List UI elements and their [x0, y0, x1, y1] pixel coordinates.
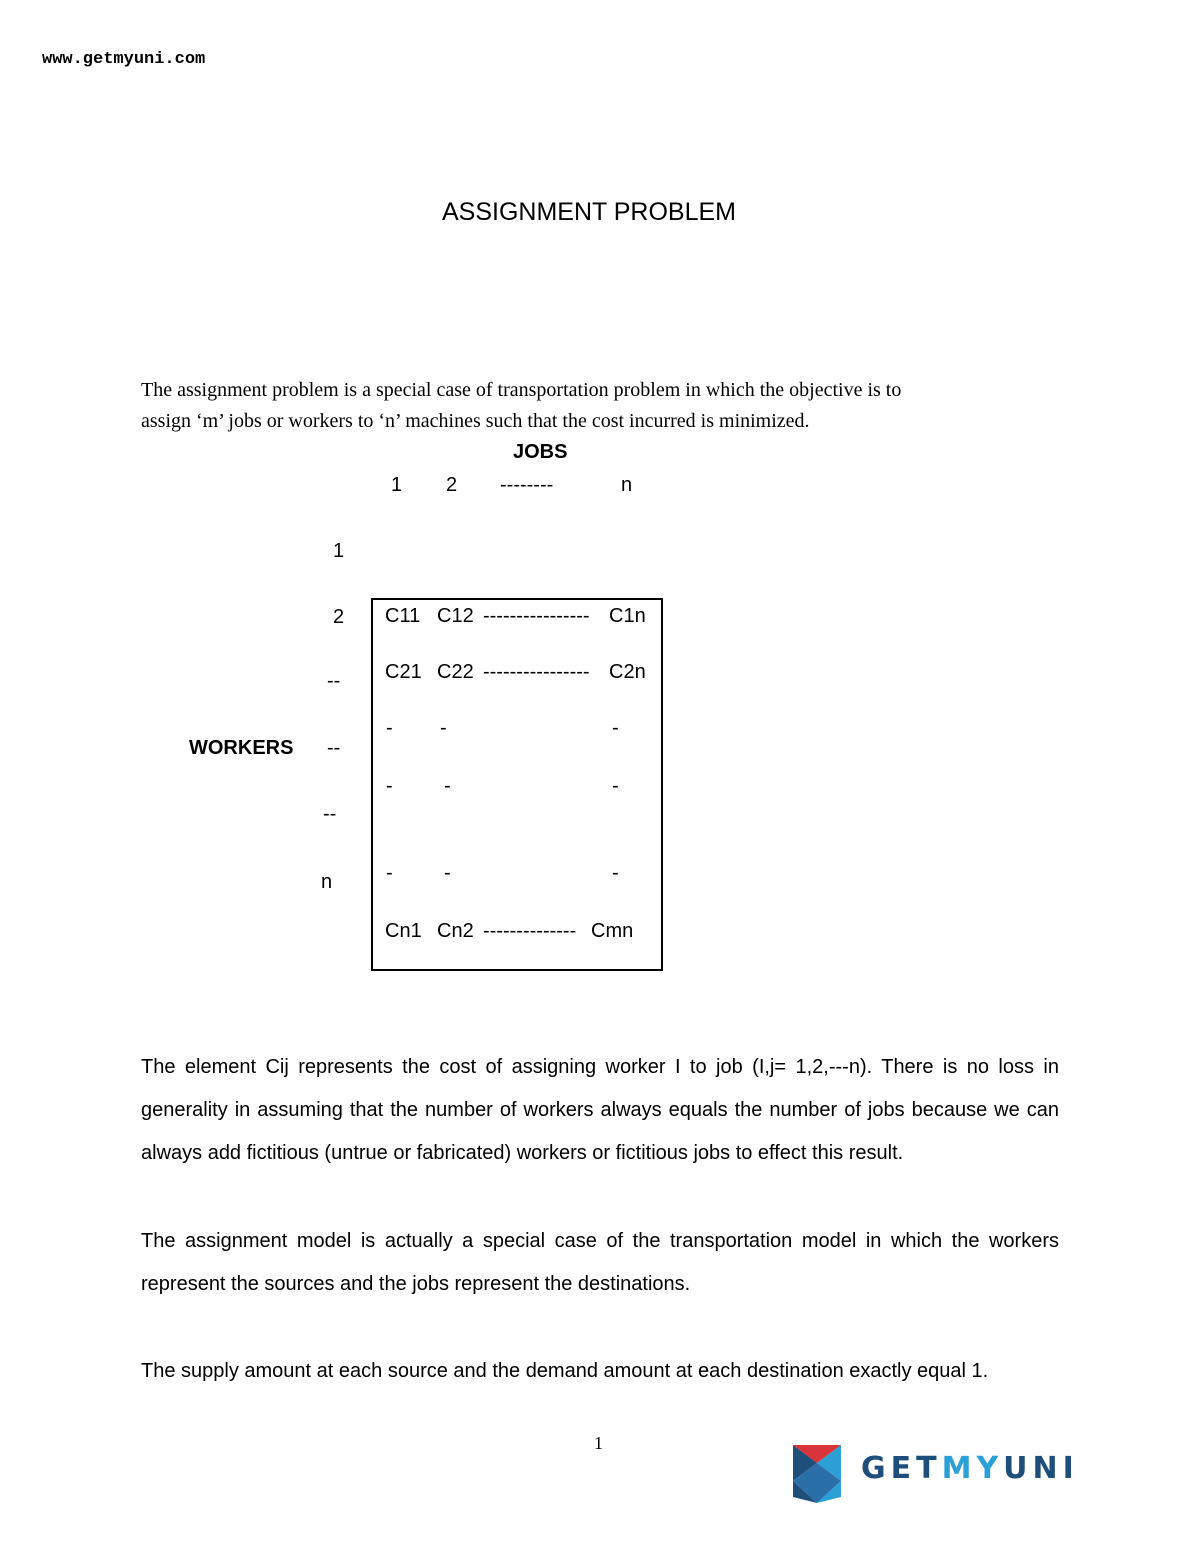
worker-index: 1 — [333, 540, 345, 562]
matrix-cell: Cmn — [591, 920, 634, 942]
worker-index: -- — [327, 737, 341, 759]
matrix-cell: - — [612, 862, 619, 884]
matrix-cell: - — [612, 717, 619, 739]
matrix-cell: - — [440, 717, 447, 739]
matrix-cell: - — [444, 775, 451, 797]
matrix-cell: Cn1 — [385, 920, 422, 942]
matrix-cell: Cn2 — [437, 920, 474, 942]
intro-line: assign ‘m’ jobs or workers to ‘n’ machines such that the cost incurred is minimized. — [141, 410, 810, 432]
matrix-cell-dashes: ---------------- — [483, 661, 590, 683]
getmyuni-logo[interactable] — [783, 1437, 1079, 1510]
page-title: ASSIGNMENT PROBLEM — [441, 198, 737, 226]
matrix-cell: C1n — [609, 605, 646, 627]
matrix-cell: - — [386, 862, 393, 884]
body-paragraph: The assignment model is actually a special case of the transportation model in which the workers represent the sources and the jobs represent the destinations. — [141, 1230, 1059, 1295]
worker-index: -- — [323, 803, 337, 825]
page-number: 1 — [594, 1433, 603, 1453]
body-paragraph: The element Cij represents the cost of assigning worker I to job (I,j= 1,2,---n). There is no loss in generality in assuming that the number of workers always equals the number of jobs because we can always add fictitious (untrue or fabricated) workers or fictitious jobs to effect this result. — [141, 1056, 1059, 1164]
jobs-header-2: 2 — [446, 474, 458, 496]
matrix-cell: C22 — [437, 661, 474, 683]
jobs-header-1: 1 — [391, 474, 403, 496]
jobs-label: JOBS — [513, 441, 568, 463]
worker-index: 2 — [333, 606, 345, 628]
matrix-cell: - — [612, 775, 619, 797]
jobs-header-n: n — [621, 474, 633, 496]
matrix-cell: - — [386, 775, 393, 797]
logo-wordmark: GETMYUNI — [861, 1451, 1079, 1486]
intro-paragraph — [141, 375, 1061, 437]
matrix-cell: - — [444, 862, 451, 884]
jobs-header-dashes: -------- — [500, 474, 554, 496]
workers-label: WORKERS — [189, 737, 294, 759]
worker-index: n — [321, 871, 333, 893]
worker-index: -- — [327, 670, 341, 692]
body-paragraph: The supply amount at each source and the demand amount at each destination exactly equal 1. — [141, 1360, 989, 1382]
matrix-cell: C11 — [385, 605, 421, 627]
matrix-cell: C2n — [609, 661, 646, 683]
matrix-cell: C12 — [437, 605, 474, 627]
matrix-cell: C21 — [385, 661, 422, 683]
matrix-cell-dashes: ---------------- — [483, 605, 590, 627]
matrix-cell-dashes: -------------- — [483, 920, 577, 942]
logo-mark-icon — [789, 1441, 845, 1507]
cost-matrix — [371, 598, 663, 971]
matrix-cell: - — [386, 717, 393, 739]
site-url[interactable]: www.getmyuni.com — [42, 50, 206, 69]
intro-line: The assignment problem is a special case of transportation problem in which the objective is to — [141, 379, 902, 401]
